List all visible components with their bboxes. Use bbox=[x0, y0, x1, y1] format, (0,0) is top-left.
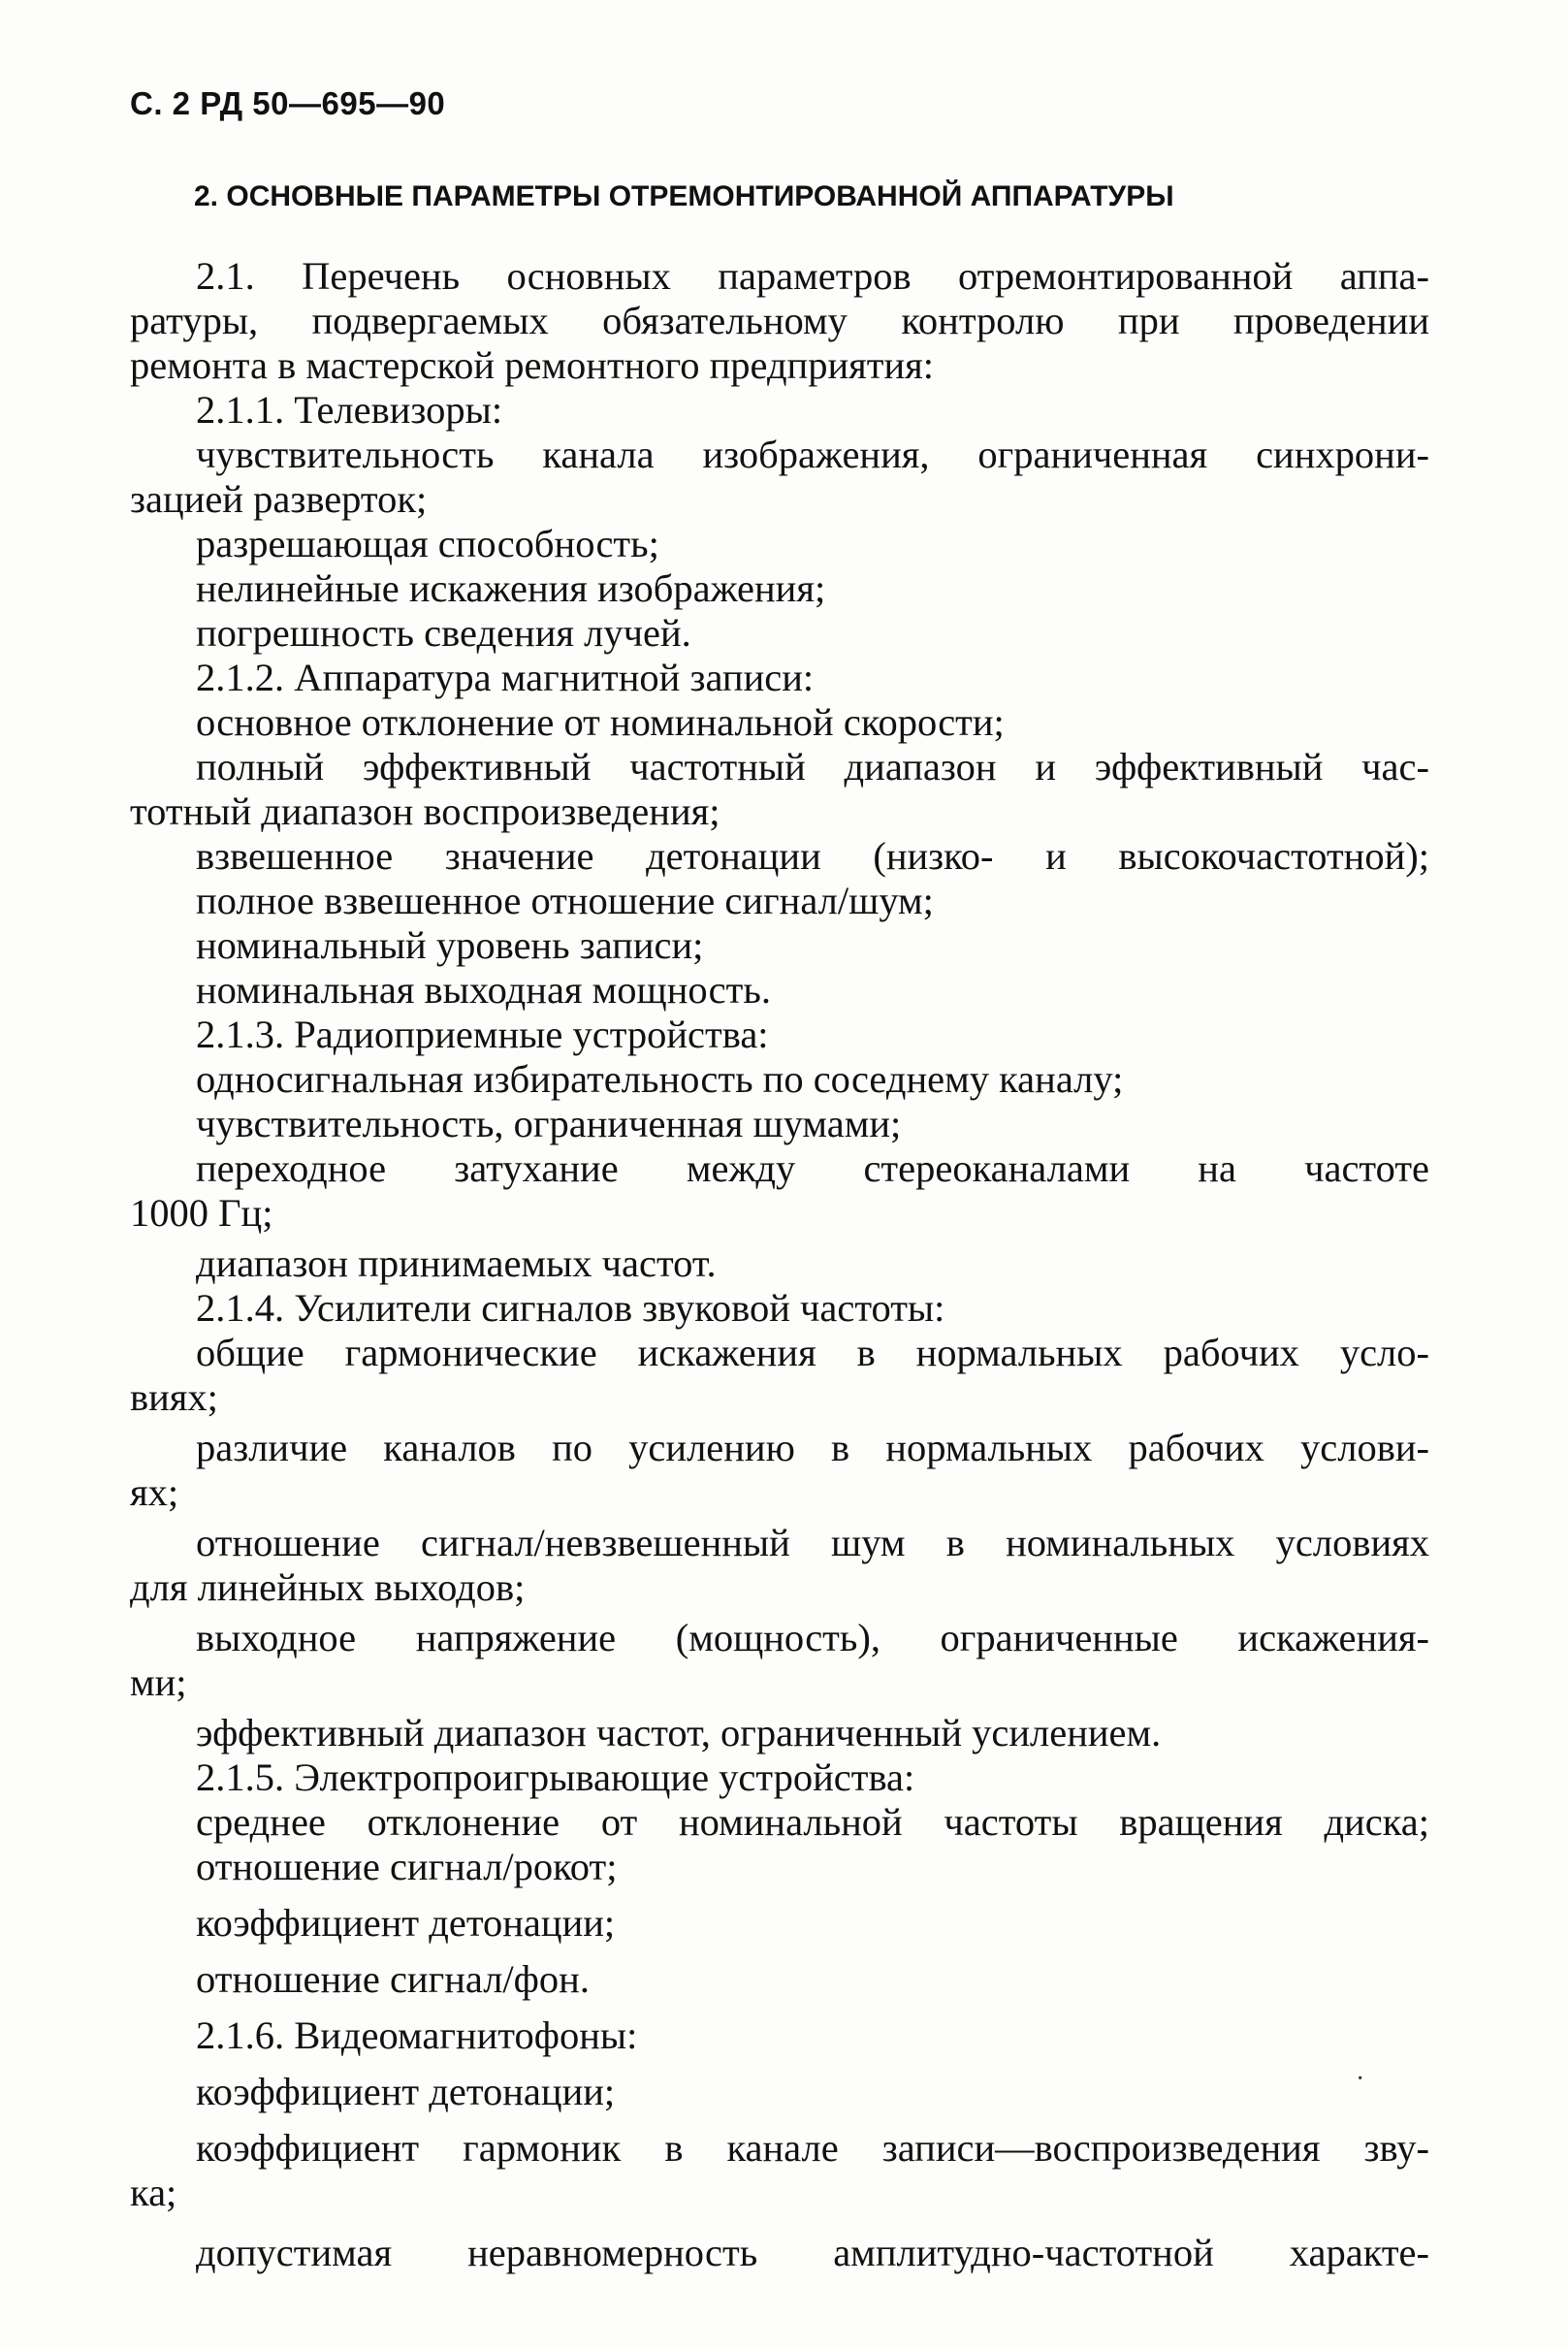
text-line: выходное напряжение (мощность), ограниченные искажения- bbox=[196, 1616, 1429, 1659]
text-line: 1000 Гц; bbox=[130, 1191, 273, 1235]
text-line: 2.1.2. Аппаратура магнитной записи: bbox=[196, 656, 815, 699]
text-line: эффективный диапазон частот, ограниченный усилением. bbox=[196, 1711, 1162, 1754]
text-line: тотный диапазон воспроизведения; bbox=[130, 789, 720, 833]
text-line: полный эффективный частотный диапазон и эффективный час- bbox=[196, 745, 1429, 789]
text-line: допустимая неравномерность амплитудно-частотной характе- bbox=[196, 2231, 1429, 2274]
body-text bbox=[130, 254, 1429, 2275]
text-line: номинальный уровень записи; bbox=[196, 923, 704, 967]
text-line: общие гармонические искажения в нормальных рабочих усло- bbox=[196, 1331, 1429, 1374]
text-line: 2.1.6. Видеомагнитофоны: bbox=[196, 2013, 638, 2057]
text-line: виях; bbox=[130, 1375, 218, 1419]
text-line: переходное затухание между стереоканалами на частоте bbox=[196, 1146, 1429, 1190]
text-line: ратуры, подвергаемых обязательному контролю при проведении bbox=[130, 299, 1429, 342]
text-line: 2.1.5. Электропроигрывающие устройства: bbox=[196, 1755, 915, 1799]
text-line: чувствительность канала изображения, ограниченная синхрони- bbox=[196, 433, 1429, 476]
page-header: С. 2 РД 50—695—90 bbox=[130, 85, 446, 121]
text-line: отношение сигнал/невзвешенный шум в номинальных условиях bbox=[196, 1521, 1429, 1564]
text-line: погрешность сведения лучей. bbox=[196, 611, 691, 655]
text-line: среднее отклонение от номинальной частоты вращения диска; bbox=[196, 1800, 1429, 1844]
text-line: коэффициент гармоник в канале записи—воспроизведения зву- bbox=[196, 2126, 1429, 2170]
text-line: отношение сигнал/фон. bbox=[196, 1957, 590, 2001]
text-line: взвешенное значение детонации (низко- и высокочастотной); bbox=[196, 834, 1429, 878]
text-line: 2.1. Перечень основных параметров отремонтированной аппа- bbox=[196, 254, 1429, 298]
text-line: различие каналов по усилению в нормальных рабочих услови- bbox=[196, 1426, 1429, 1469]
text-line: ях; bbox=[130, 1470, 179, 1514]
text-line: коэффициент детонации; bbox=[196, 1901, 616, 1945]
text-line: 2.1.3. Радиоприемные устройства: bbox=[196, 1013, 769, 1056]
text-line: ремонта в мастерской ремонтного предприятия: bbox=[130, 343, 935, 387]
text-line: полное взвешенное отношение сигнал/шум; bbox=[196, 879, 934, 922]
text-line: 2.1.1. Телевизоры: bbox=[196, 388, 503, 432]
text-line: основное отклонение от номинальной скорости; bbox=[196, 700, 1005, 744]
text-line: чувствительность, ограниченная шумами; bbox=[196, 1102, 902, 1145]
text-line: односигнальная избирательность по соседнему каналу; bbox=[196, 1057, 1124, 1101]
text-line: разрешающая способность; bbox=[196, 522, 659, 565]
scan-speck-icon: · bbox=[1356, 2064, 1365, 2094]
text-line: отношение сигнал/рокот; bbox=[196, 1845, 618, 1888]
text-line: диапазон принимаемых частот. bbox=[196, 1241, 717, 1285]
text-line: коэффициент детонации; bbox=[196, 2070, 616, 2113]
text-line: для линейных выходов; bbox=[130, 1565, 526, 1609]
section-title: 2. ОСНОВНЫЕ ПАРАМЕТРЫ ОТРЕМОНТИРОВАННОЙ АППАРАТУРЫ bbox=[194, 180, 1174, 212]
text-line: 2.1.4. Усилители сигналов звуковой частоты: bbox=[196, 1286, 945, 1330]
text-line: зацией разверток; bbox=[130, 477, 428, 521]
text-line: нелинейные искажения изображения; bbox=[196, 566, 826, 610]
text-line: ка; bbox=[130, 2171, 177, 2214]
text-line: номинальная выходная мощность. bbox=[196, 968, 771, 1012]
text-line: ми; bbox=[130, 1660, 187, 1704]
